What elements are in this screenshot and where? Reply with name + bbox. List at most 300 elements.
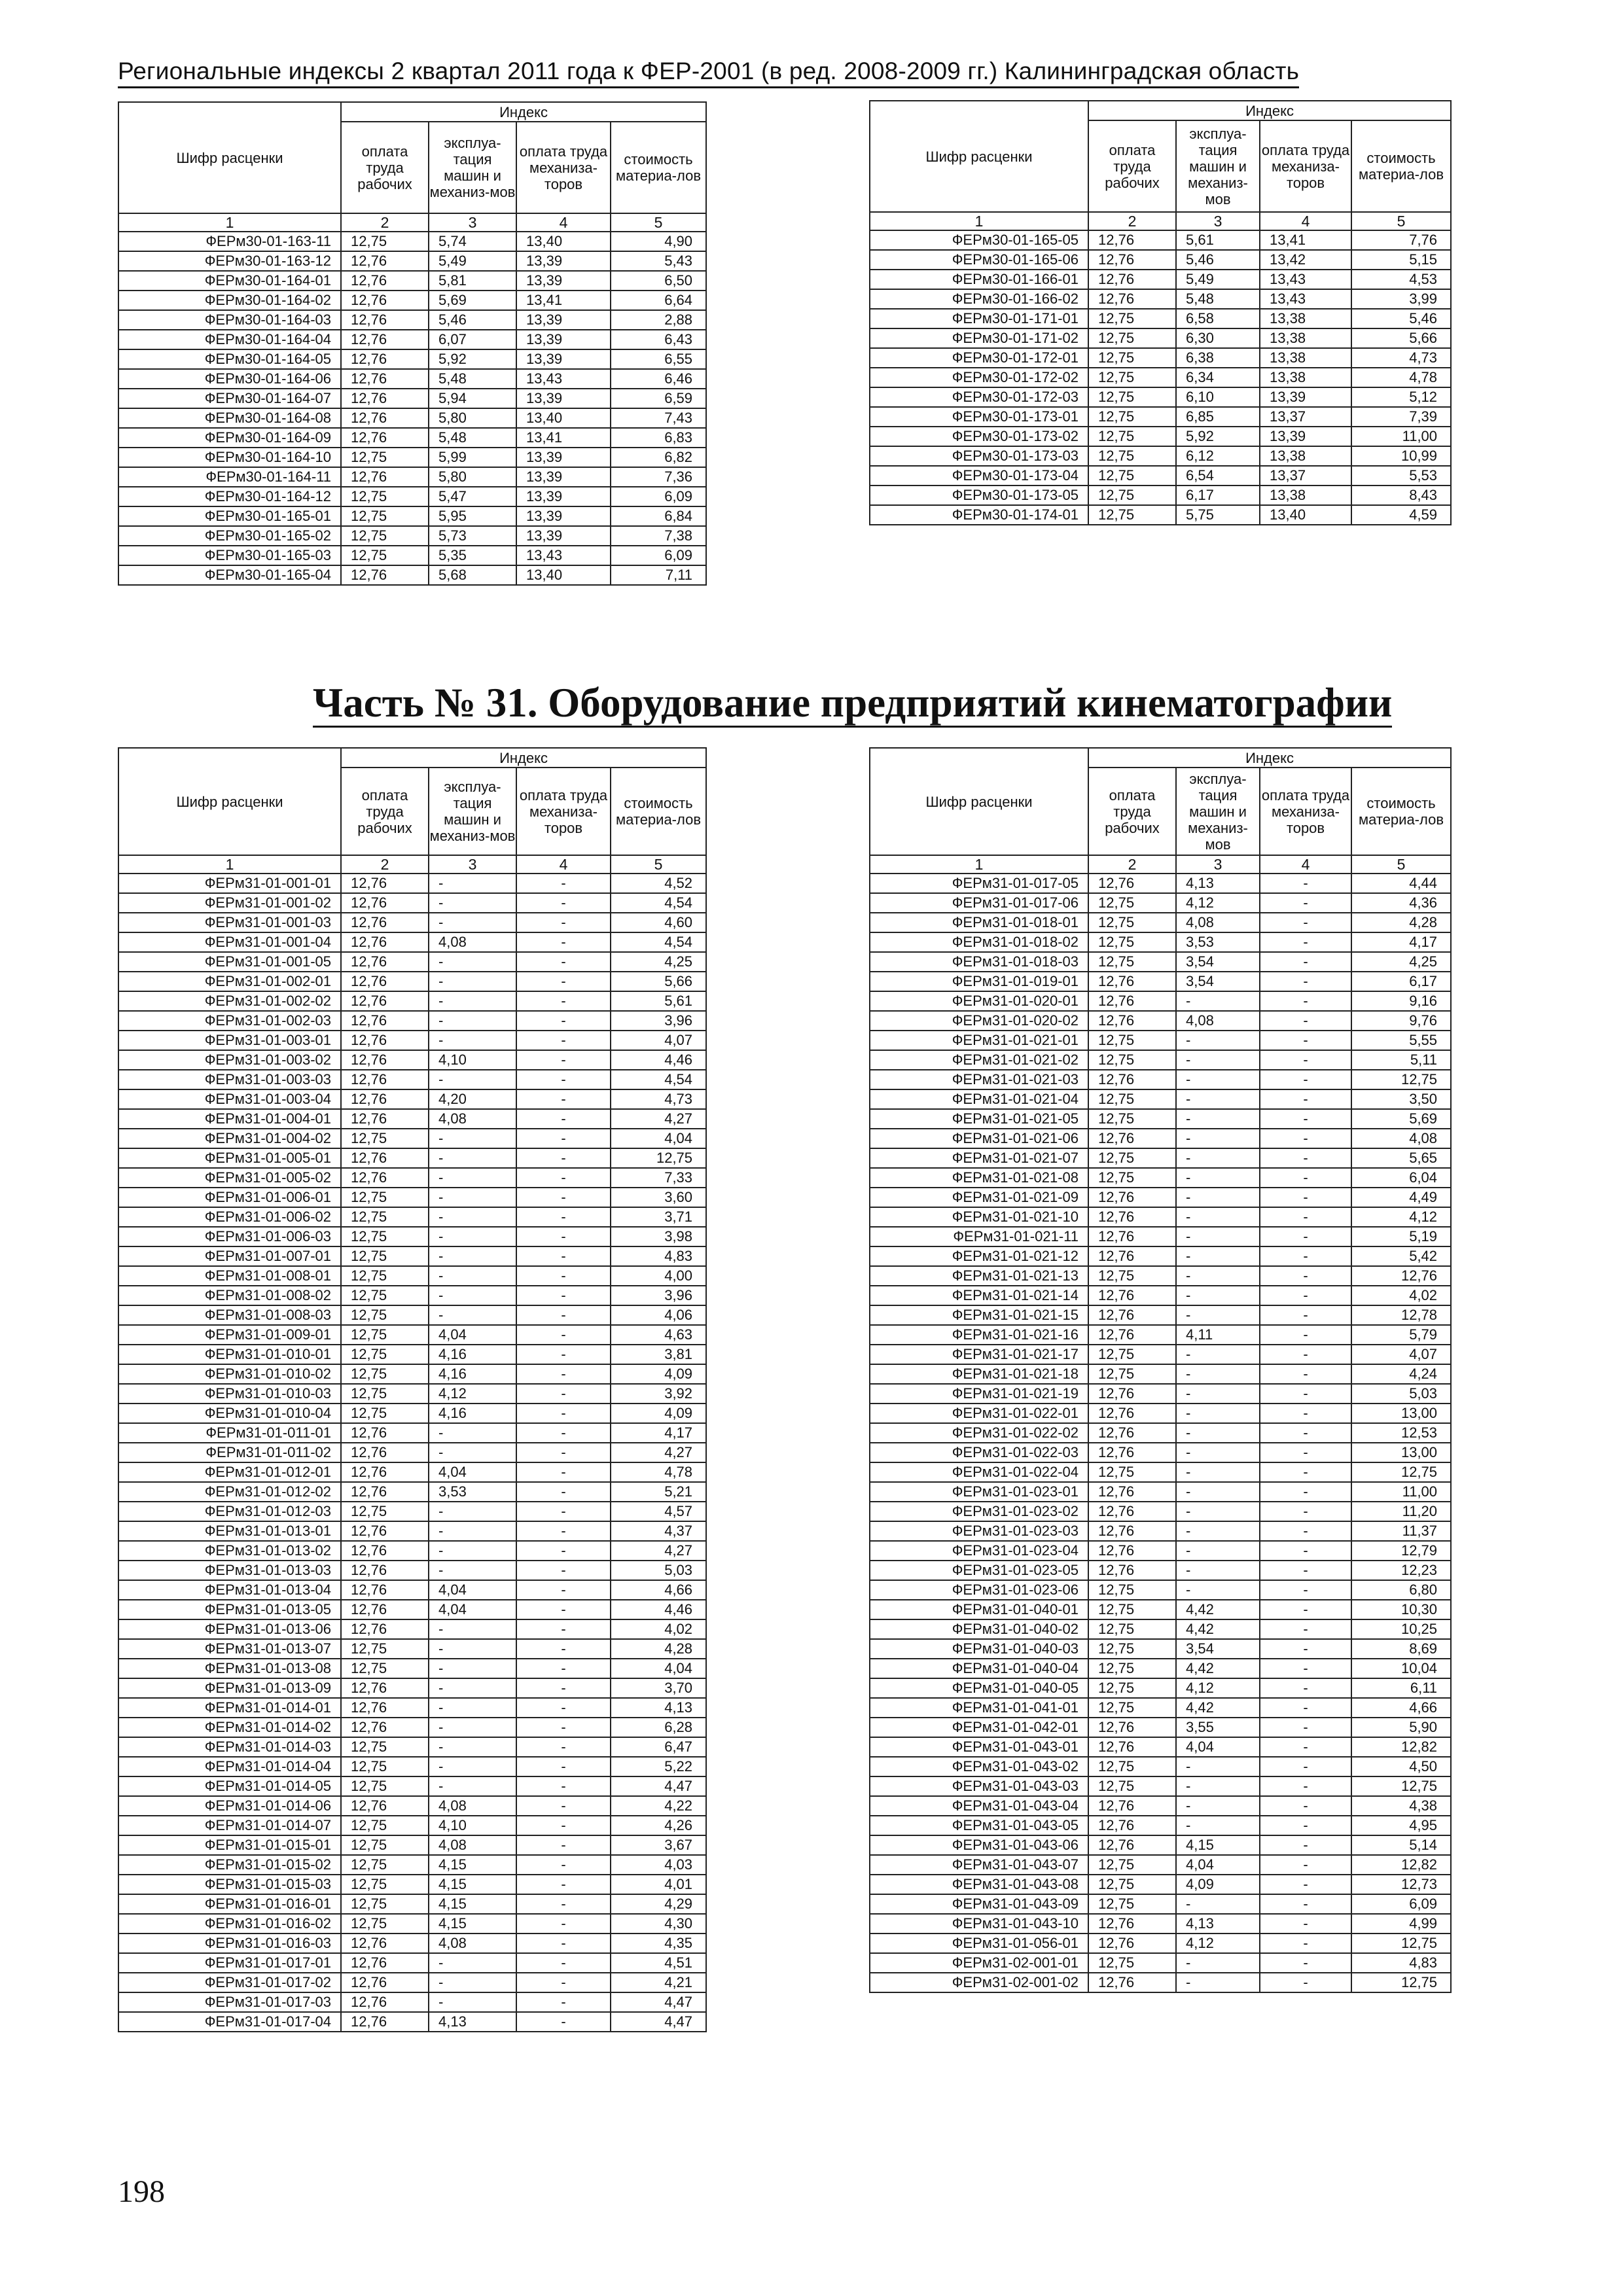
cell-materials: 11,37 [1351,1521,1451,1541]
table-row [118,546,706,565]
cell-materials: 4,12 [1351,1207,1451,1227]
cell-mech-labor: 13,39 [1260,387,1351,407]
cell-labor: 12,75 [1088,1757,1176,1776]
cell-mech-labor: - [1260,913,1351,932]
cell-labor: 12,75 [341,1207,429,1227]
cell-materials: 12,75 [1351,1934,1451,1953]
table-row [118,1266,706,1286]
cell-mech-labor: - [1260,1718,1351,1737]
cell-mech-labor: - [516,1129,611,1148]
cell-code: ФЕРм30-01-164-06 [118,369,341,389]
cell-materials: 4,54 [611,893,706,913]
table-row [118,1502,706,1521]
col-number: 5 [1351,212,1451,230]
col-number: 1 [870,212,1088,230]
cell-machines: - [429,991,516,1011]
cell-machines: 5,46 [429,310,516,330]
cell-machines: - [1176,1462,1260,1482]
cell-machines: 5,92 [1176,427,1260,446]
cell-machines: - [1176,1070,1260,1089]
cell-machines: 5,35 [429,546,516,565]
cell-materials: 4,04 [611,1129,706,1148]
cell-labor: 12,76 [341,913,429,932]
cell-code: ФЕРм30-01-163-11 [118,232,341,251]
cell-mech-labor: - [1260,1148,1351,1168]
cell-labor: 12,76 [341,467,429,487]
cell-labor: 12,76 [341,1050,429,1070]
cell-machines: - [429,893,516,913]
cell-code: ФЕРм31-01-040-02 [870,1619,1088,1639]
cell-materials: 3,81 [611,1345,706,1364]
cell-code: ФЕРм31-01-005-02 [118,1168,341,1188]
cell-materials: 7,43 [611,408,706,428]
cell-labor: 12,76 [1088,1541,1176,1561]
table-row [118,1482,706,1502]
cell-mech-labor: - [1260,1776,1351,1796]
table-row [118,1875,706,1894]
cell-labor: 12,76 [1088,1973,1176,1992]
cell-mech-labor: - [516,1305,611,1325]
cell-code: ФЕРм31-01-002-02 [118,991,341,1011]
cell-mech-labor: - [516,1502,611,1521]
cell-materials: 5,66 [1351,328,1451,348]
cell-code: ФЕРм31-01-010-01 [118,1345,341,1364]
cell-code: ФЕРм31-01-014-03 [118,1737,341,1757]
cell-mech-labor: - [1260,932,1351,952]
cell-machines: 3,53 [429,1482,516,1502]
cell-mech-labor: - [516,1246,611,1266]
cell-materials: 5,53 [1351,466,1451,486]
cell-labor: 12,76 [341,1462,429,1482]
table-row [118,1718,706,1737]
cell-materials: 5,90 [1351,1718,1451,1737]
cell-materials: 4,37 [611,1521,706,1541]
cell-machines: 3,54 [1176,1639,1260,1659]
cell-machines: - [429,1659,516,1678]
cell-mech-labor: - [516,1207,611,1227]
cell-materials: 4,27 [611,1109,706,1129]
cell-machines: 5,80 [429,408,516,428]
table-row [118,1286,706,1305]
cell-code: ФЕРм31-01-013-07 [118,1639,341,1659]
cell-machines: 4,15 [429,1894,516,1914]
table-row [118,428,706,448]
table-row [118,893,706,913]
table-row [118,1914,706,1934]
table-row [118,1659,706,1678]
table-row [118,1934,706,1953]
cell-materials: 12,82 [1351,1737,1451,1757]
cell-labor: 12,75 [1088,1580,1176,1600]
cell-materials: 4,17 [1351,932,1451,952]
cell-mech-labor: - [516,1384,611,1404]
table-row [870,1718,1451,1737]
cell-machines: - [1176,1188,1260,1207]
cell-code: ФЕРм31-01-001-05 [118,952,341,972]
cell-mech-labor: 13,40 [516,232,611,251]
cell-mech-labor: - [516,1462,611,1482]
cell-materials: 11,20 [1351,1502,1451,1521]
cell-code: ФЕРм31-01-020-01 [870,991,1088,1011]
cell-labor: 12,76 [341,1482,429,1502]
table-row [118,1246,706,1266]
cell-machines: - [429,952,516,972]
cell-code: ФЕРм30-01-164-01 [118,271,341,291]
cell-materials: 4,21 [611,1973,706,1992]
cell-code: ФЕРм30-01-165-04 [118,565,341,585]
cell-mech-labor: - [1260,1934,1351,1953]
cell-code: ФЕРм30-01-171-01 [870,309,1088,328]
cell-machines: - [429,1502,516,1521]
cell-labor: 12,76 [1088,972,1176,991]
table-row [870,1678,1451,1698]
table-row [118,1404,706,1423]
cell-machines: 4,04 [429,1462,516,1482]
cell-labor: 12,75 [341,1816,429,1835]
table-row [118,1678,706,1698]
cell-code: ФЕРм31-02-001-01 [870,1953,1088,1973]
cell-labor: 12,75 [1088,505,1176,525]
table-row [870,1031,1451,1050]
cell-mech-labor: 13,40 [1260,505,1351,525]
cell-labor: 12,76 [341,1541,429,1561]
table-row [118,467,706,487]
cell-machines: 4,13 [1176,1914,1260,1934]
cell-mech-labor: - [516,1089,611,1109]
cell-machines: 5,61 [1176,230,1260,250]
cell-materials: 4,04 [611,1659,706,1678]
cell-materials: 7,33 [611,1168,706,1188]
cell-materials: 12,79 [1351,1541,1451,1561]
cell-machines: - [429,1423,516,1443]
cell-machines: 5,48 [1176,289,1260,309]
cell-labor: 12,76 [341,369,429,389]
cell-labor: 12,75 [341,1835,429,1855]
cell-code: ФЕРм31-01-023-05 [870,1561,1088,1580]
cell-code: ФЕРм31-01-007-01 [118,1246,341,1266]
cell-mech-labor: - [1260,1816,1351,1835]
cell-mech-labor: - [1260,1188,1351,1207]
cell-machines: 4,11 [1176,1325,1260,1345]
cell-materials: 4,51 [611,1953,706,1973]
cell-mech-labor: 13,43 [516,546,611,565]
cell-machines: - [429,913,516,932]
cell-code: ФЕРм30-01-173-05 [870,486,1088,505]
cell-labor: 12,76 [1088,250,1176,270]
cell-machines: 4,09 [1176,1875,1260,1894]
table-row [118,1835,706,1855]
cell-machines: - [1176,1482,1260,1502]
cell-code: ФЕРм31-01-043-07 [870,1855,1088,1875]
cell-materials: 4,78 [1351,368,1451,387]
cell-mech-labor: - [1260,1973,1351,1992]
table-row [118,1462,706,1482]
cell-machines: - [1176,1109,1260,1129]
cell-labor: 12,75 [1088,1678,1176,1698]
table-row [870,1070,1451,1089]
cell-labor: 12,76 [341,428,429,448]
cell-labor: 12,75 [341,448,429,467]
col-header-code: Шифр расценки [870,101,1088,212]
cell-labor: 12,76 [341,874,429,893]
col-number: 4 [1260,855,1351,874]
cell-code: ФЕРм31-01-012-02 [118,1482,341,1502]
cell-labor: 12,75 [1088,486,1176,505]
cell-machines: 4,12 [429,1384,516,1404]
cell-labor: 12,76 [1088,1404,1176,1423]
cell-materials: 8,43 [1351,486,1451,505]
cell-labor: 12,76 [341,310,429,330]
cell-machines: - [429,1031,516,1050]
cell-code: ФЕРм31-01-040-03 [870,1639,1088,1659]
cell-mech-labor: - [516,1639,611,1659]
cell-code: ФЕРм31-01-008-03 [118,1305,341,1325]
table-row [870,1776,1451,1796]
cell-machines: - [1176,1443,1260,1462]
cell-labor: 12,76 [1088,1423,1176,1443]
cell-code: ФЕРм31-01-001-03 [118,913,341,932]
cell-code: ФЕРм31-01-006-01 [118,1188,341,1207]
cell-mech-labor: - [1260,1953,1351,1973]
table-row [118,1816,706,1835]
cell-machines: - [429,1953,516,1973]
table-row [870,952,1451,972]
table-row [118,1521,706,1541]
cell-materials: 5,61 [611,991,706,1011]
cell-labor: 12,75 [341,1875,429,1894]
cell-machines: 5,95 [429,506,516,526]
table-row [870,1600,1451,1619]
cell-materials: 4,54 [611,1070,706,1089]
cell-mech-labor: 13,39 [516,448,611,467]
cell-machines: 4,08 [429,1109,516,1129]
table-row [870,1737,1451,1757]
cell-machines: 6,30 [1176,328,1260,348]
index-table-part30-left [118,101,707,586]
table-row [870,1109,1451,1129]
table-row [870,991,1451,1011]
cell-machines: - [429,1148,516,1168]
cell-machines: 6,85 [1176,407,1260,427]
cell-code: ФЕРм30-01-165-03 [118,546,341,565]
col-header-mech-labor: оплата труда механиза-торов [1260,120,1351,212]
cell-mech-labor: - [516,1050,611,1070]
cell-machines: - [429,1227,516,1246]
cell-materials: 12,78 [1351,1305,1451,1325]
cell-labor: 12,76 [341,1678,429,1698]
cell-machines: - [429,1561,516,1580]
cell-materials: 10,25 [1351,1619,1451,1639]
cell-materials: 4,36 [1351,893,1451,913]
cell-labor: 12,76 [1088,1207,1176,1227]
cell-mech-labor: 13,39 [516,251,611,271]
cell-code: ФЕРм31-01-011-01 [118,1423,341,1443]
cell-materials: 7,38 [611,526,706,546]
cell-code: ФЕРм31-01-021-06 [870,1129,1088,1148]
cell-machines: - [1176,1953,1260,1973]
cell-materials: 5,22 [611,1757,706,1776]
cell-code: ФЕРм31-01-013-09 [118,1678,341,1698]
table-row [118,1561,706,1580]
col-header-mech-labor: оплата труда механиза-торов [1260,768,1351,855]
cell-mech-labor: - [516,1286,611,1305]
table-row [118,232,706,251]
cell-labor: 12,75 [1088,309,1176,328]
cell-machines: 4,20 [429,1089,516,1109]
col-number: 4 [1260,212,1351,230]
cell-code: ФЕРм31-01-043-05 [870,1816,1088,1835]
cell-code: ФЕРм30-01-172-01 [870,348,1088,368]
cell-materials: 4,26 [611,1816,706,1835]
cell-code: ФЕРм31-01-015-01 [118,1835,341,1855]
cell-code: ФЕРм31-01-021-13 [870,1266,1088,1286]
table-row [118,291,706,310]
table-row [870,972,1451,991]
table-row [870,446,1451,466]
cell-labor: 12,76 [341,1619,429,1639]
cell-code: ФЕРм31-01-021-08 [870,1168,1088,1188]
cell-code: ФЕРм31-01-023-02 [870,1502,1088,1521]
table-row [870,1757,1451,1776]
cell-mech-labor: 13,38 [1260,368,1351,387]
table-row [870,1914,1451,1934]
table-row [870,1129,1451,1148]
cell-materials: 5,43 [611,251,706,271]
cell-materials: 11,00 [1351,427,1451,446]
cell-machines: - [429,1266,516,1286]
cell-materials: 6,11 [1351,1678,1451,1698]
cell-code: ФЕРм31-01-005-01 [118,1148,341,1168]
cell-mech-labor: 13,38 [1260,328,1351,348]
table-row [870,1246,1451,1266]
cell-code: ФЕРм31-01-015-03 [118,1875,341,1894]
cell-mech-labor: - [516,932,611,952]
cell-materials: 7,36 [611,467,706,487]
cell-materials: 6,09 [1351,1894,1451,1914]
cell-labor: 12,76 [341,1992,429,2012]
cell-materials: 11,00 [1351,1482,1451,1502]
cell-labor: 12,75 [1088,1168,1176,1188]
cell-materials: 4,08 [1351,1129,1451,1148]
cell-mech-labor: - [516,1423,611,1443]
cell-labor: 12,75 [1088,427,1176,446]
cell-code: ФЕРм31-01-021-11 [870,1227,1088,1246]
cell-labor: 12,75 [341,1364,429,1384]
table-row [870,1011,1451,1031]
cell-labor: 12,75 [1088,348,1176,368]
cell-materials: 8,69 [1351,1639,1451,1659]
cell-labor: 12,76 [341,1934,429,1953]
cell-materials: 4,73 [611,1089,706,1109]
cell-labor: 12,75 [1088,1776,1176,1796]
cell-machines: 4,42 [1176,1600,1260,1619]
cell-labor: 12,76 [341,932,429,952]
cell-materials: 4,09 [611,1404,706,1423]
cell-code: ФЕРм31-01-056-01 [870,1934,1088,1953]
cell-mech-labor: 13,40 [516,565,611,585]
cell-code: ФЕРм31-01-006-02 [118,1207,341,1227]
cell-mech-labor: 13,39 [1260,427,1351,446]
cell-labor: 12,75 [341,1246,429,1266]
cell-mech-labor: - [516,1953,611,1973]
cell-materials: 6,43 [611,330,706,349]
cell-materials: 4,22 [611,1796,706,1816]
cell-mech-labor: - [1260,1246,1351,1266]
cell-code: ФЕРм31-01-018-01 [870,913,1088,932]
cell-labor: 12,76 [1088,1796,1176,1816]
col-header-labor: оплата труда рабочих [341,768,429,855]
table-row [118,1148,706,1168]
cell-code: ФЕРм31-01-016-03 [118,1934,341,1953]
cell-labor: 12,75 [1088,1364,1176,1384]
cell-labor: 12,76 [341,1168,429,1188]
table-row [870,1973,1451,1992]
cell-materials: 4,02 [1351,1286,1451,1305]
cell-mech-labor: - [516,1325,611,1345]
cell-code: ФЕРм31-01-013-08 [118,1659,341,1678]
cell-machines: 5,75 [1176,505,1260,525]
table-row [870,1698,1451,1718]
cell-machines: 6,54 [1176,466,1260,486]
cell-mech-labor: - [1260,1914,1351,1934]
cell-materials: 10,04 [1351,1659,1451,1678]
cell-machines: - [1176,1050,1260,1070]
cell-labor: 12,76 [341,271,429,291]
cell-code: ФЕРм31-01-023-03 [870,1521,1088,1541]
col-header-machines: эксплуа-тация машин и механиз-мов [429,122,516,213]
cell-materials: 5,65 [1351,1148,1451,1168]
table-row [870,328,1451,348]
col-header-mech-labor: оплата труда механиза-торов [516,122,611,213]
col-header-labor: оплата труда рабочих [341,122,429,213]
cell-materials: 4,66 [1351,1698,1451,1718]
col-number: 5 [611,855,706,874]
col-number: 4 [516,855,611,874]
cell-machines: 4,10 [429,1050,516,1070]
cell-labor: 12,76 [1088,1384,1176,1404]
cell-mech-labor: - [1260,1875,1351,1894]
cell-code: ФЕРм31-01-017-01 [118,1953,341,1973]
cell-code: ФЕРм30-01-164-04 [118,330,341,349]
cell-materials: 4,47 [611,1776,706,1796]
cell-mech-labor: - [516,1992,611,2012]
col-header-machines: эксплуа-тация машин и механиз-мов [1176,768,1260,855]
table-row [870,1286,1451,1305]
cell-labor: 12,75 [341,232,429,251]
cell-labor: 12,76 [341,952,429,972]
cell-machines: 5,99 [429,448,516,467]
cell-code: ФЕРм31-01-002-01 [118,972,341,991]
cell-mech-labor: - [1260,1207,1351,1227]
cell-labor: 12,75 [341,1404,429,1423]
cell-labor: 12,76 [1088,1914,1176,1934]
cell-mech-labor: 13,38 [1260,486,1351,505]
cell-labor: 12,75 [1088,1875,1176,1894]
cell-materials: 6,04 [1351,1168,1451,1188]
cell-machines: 6,34 [1176,368,1260,387]
cell-materials: 4,49 [1351,1188,1451,1207]
cell-code: ФЕРм31-01-021-19 [870,1384,1088,1404]
table-row [118,1227,706,1246]
cell-materials: 4,07 [1351,1345,1451,1364]
cell-materials: 4,28 [1351,913,1451,932]
cell-machines: 3,54 [1176,952,1260,972]
cell-materials: 4,50 [1351,1757,1451,1776]
cell-code: ФЕРм31-01-013-01 [118,1521,341,1541]
cell-mech-labor: - [1260,874,1351,893]
cell-code: ФЕРм31-01-001-04 [118,932,341,952]
cell-labor: 12,75 [1088,1031,1176,1050]
